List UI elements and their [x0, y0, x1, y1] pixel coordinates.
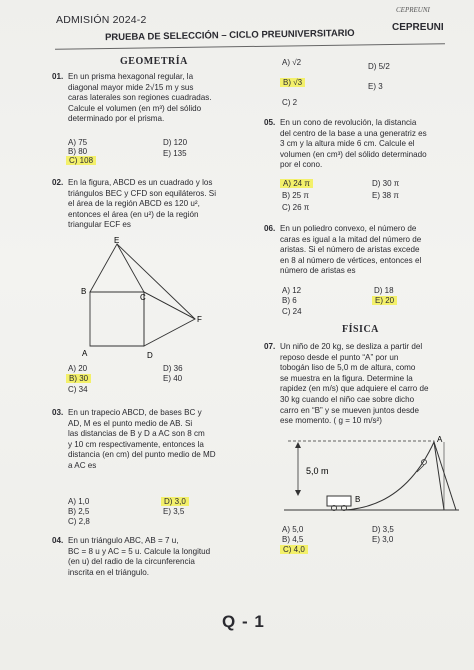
label-c: C	[140, 293, 146, 302]
option-b[interactable]: B) 2,5	[68, 507, 90, 516]
section-geometry: GEOMETRÍA	[120, 56, 188, 67]
question-line: por el cono.	[280, 160, 323, 170]
option-d[interactable]: D) 120	[163, 138, 188, 147]
option-a[interactable]: A) 75	[68, 138, 88, 147]
option-c-highlighted[interactable]: C) 108	[66, 156, 96, 165]
label-a: A	[82, 349, 88, 358]
page-number: Q - 1	[222, 612, 265, 631]
question-line: triángulos BEC y CFD son equiláteros. Si	[68, 188, 216, 198]
question-line: Un niño de 20 kg, se desliza a partir del	[280, 342, 423, 351]
admission-label: ADMISIÓN 2024-2	[56, 14, 147, 26]
question-line: En un cono de revolución, la distancia	[280, 118, 417, 127]
question-number: 05.	[264, 118, 276, 127]
option-a[interactable]: A) 5,0	[282, 525, 304, 534]
option-b[interactable]: B) 25 π	[282, 191, 309, 200]
header-rule	[55, 43, 445, 49]
question-07	[264, 342, 464, 426]
question-01	[52, 72, 247, 124]
question-line: distancia (en cm) del punto medio de MD	[68, 450, 216, 460]
question-line: el área de la región ABCD es 120 u²,	[68, 199, 200, 209]
question-line: inscrita en el triángulo.	[68, 567, 149, 577]
question-05	[264, 118, 464, 170]
question-line: número de aristas es	[280, 266, 356, 276]
org-label: CEPREUNI	[392, 22, 444, 33]
question-number: 02.	[52, 178, 64, 187]
option-d[interactable]: D) 36	[163, 364, 183, 373]
option-d[interactable]: D) 3,5	[372, 525, 394, 534]
question-line: las distancias de B y D a AC son 8 cm	[68, 429, 205, 439]
option-c-highlighted[interactable]: C) 4,0	[280, 545, 308, 554]
option-d-highlighted[interactable]: D) 3,0	[161, 497, 189, 506]
option-e[interactable]: E) 3	[368, 82, 383, 91]
question-line: diagonal mayor mide 2√15 m y sus	[68, 82, 194, 92]
option-a[interactable]: A) 20	[68, 364, 88, 373]
option-d[interactable]: D) 30 π	[372, 179, 400, 188]
question-line: determinado por el prisma.	[68, 114, 165, 124]
question-line: 30 kg cuando el niño cae sobre dicho	[280, 394, 415, 404]
option-c[interactable]: C) 26 π	[282, 203, 310, 212]
option-e[interactable]: E) 3,5	[163, 507, 185, 516]
question-line: tobogán liso de 5,0 m de altura, como	[280, 363, 416, 373]
stamp-text: CEPREUNI	[396, 6, 430, 14]
question-06	[264, 224, 464, 276]
question-line: 3 cm y la altura mide 6 cm. Calcule el	[280, 139, 415, 149]
question-04	[52, 536, 247, 577]
question-03	[52, 408, 247, 470]
question-number: 01.	[52, 72, 64, 81]
slide-cart-figure	[284, 432, 468, 524]
option-e[interactable]: E) 3,0	[372, 535, 394, 544]
label-f: F	[197, 315, 202, 324]
square-triangles-figure	[74, 232, 224, 366]
option-c[interactable]: C) 2	[282, 98, 298, 107]
option-e[interactable]: E) 40	[163, 374, 183, 383]
option-b-highlighted[interactable]: B) 30	[66, 374, 91, 383]
question-line: reposo desde el punto “A” por un	[280, 352, 399, 362]
question-number: 07.	[264, 342, 276, 351]
option-c[interactable]: C) 24	[282, 307, 302, 316]
question-number: 03.	[52, 408, 64, 417]
question-number: 06.	[264, 224, 276, 233]
option-b[interactable]: B) 4,5	[282, 535, 304, 544]
exam-title: PRUEBA DE SELECCIÓN – CICLO PREUNIVERSITARIO	[104, 27, 355, 44]
label-b: B	[81, 287, 87, 296]
question-line: Calcule el volumen (en m³) del sólido	[68, 103, 202, 113]
option-d[interactable]: D) 5/2	[368, 62, 390, 71]
question-02	[52, 178, 247, 230]
question-line: caras es igual a la mitad del número de	[280, 234, 422, 244]
label-d: D	[147, 351, 153, 360]
question-line: en 8 al número de vértices, entonces el	[280, 255, 422, 265]
option-c[interactable]: C) 34	[68, 385, 88, 394]
question-line: (en u) del radio de la circunferencia	[68, 557, 195, 567]
label-a: A	[437, 435, 443, 444]
question-line: del centro de la base a una generatriz es	[280, 128, 427, 138]
option-b[interactable]: B) 80	[68, 147, 88, 156]
question-line: triangular ECF es	[68, 220, 131, 230]
question-line: ese momento. ( g = 10 m/s²)	[280, 416, 382, 426]
option-a[interactable]: A) 12	[282, 286, 302, 295]
option-e-highlighted[interactable]: E) 20	[372, 296, 397, 305]
option-b-highlighted[interactable]: B) √3	[280, 78, 305, 87]
question-line: carro en “B” y se mueven juntos desde	[280, 405, 420, 415]
question-line: En un trapecio ABCD, de bases BC y	[68, 408, 202, 417]
option-b[interactable]: B) 6	[282, 296, 297, 305]
option-d[interactable]: D) 18	[374, 286, 394, 295]
question-line: BC = 8 u y AC = 5 u. Calcule la longitud	[68, 546, 211, 556]
label-e: E	[114, 236, 120, 245]
option-a[interactable]: A) √2	[282, 58, 302, 67]
height-label: 5,0 m	[306, 466, 329, 476]
section-physics: FÍSICA	[342, 324, 379, 335]
option-a-highlighted[interactable]: A) 24 π	[280, 179, 313, 188]
option-a[interactable]: A) 1,0	[68, 497, 90, 506]
question-line: a AC es	[68, 460, 97, 470]
question-line: se muestra en la figura. Determine la	[280, 373, 413, 383]
question-line: En un prisma hexagonal regular, la	[68, 72, 194, 81]
question-line: y 10 cm respectivamente, entonces la	[68, 439, 204, 449]
question-line: entonces el área (en u²) de la región	[68, 209, 199, 219]
option-e[interactable]: E) 135	[163, 149, 187, 158]
question-line: En la figura, ABCD es un cuadrado y los	[68, 178, 213, 187]
question-line: AD, M es el punto medio de AB. Si	[68, 418, 193, 428]
question-line: volumen (en cm³) del sólido determinado	[280, 149, 427, 159]
question-number: 04.	[52, 536, 64, 545]
question-line: aristas. Si el número de aristas excede	[280, 245, 420, 255]
label-b: B	[355, 495, 361, 504]
option-e[interactable]: E) 38 π	[372, 191, 399, 200]
question-line: rapidez (en m/s) que adquiere el carro de	[280, 384, 429, 394]
option-c[interactable]: C) 2,8	[68, 517, 90, 526]
question-line: En un triángulo ABC, AB = 7 u,	[68, 536, 179, 545]
question-line: En un poliedro convexo, el número de	[280, 224, 417, 233]
question-line: caras laterales son regiones cuadradas.	[68, 93, 212, 103]
